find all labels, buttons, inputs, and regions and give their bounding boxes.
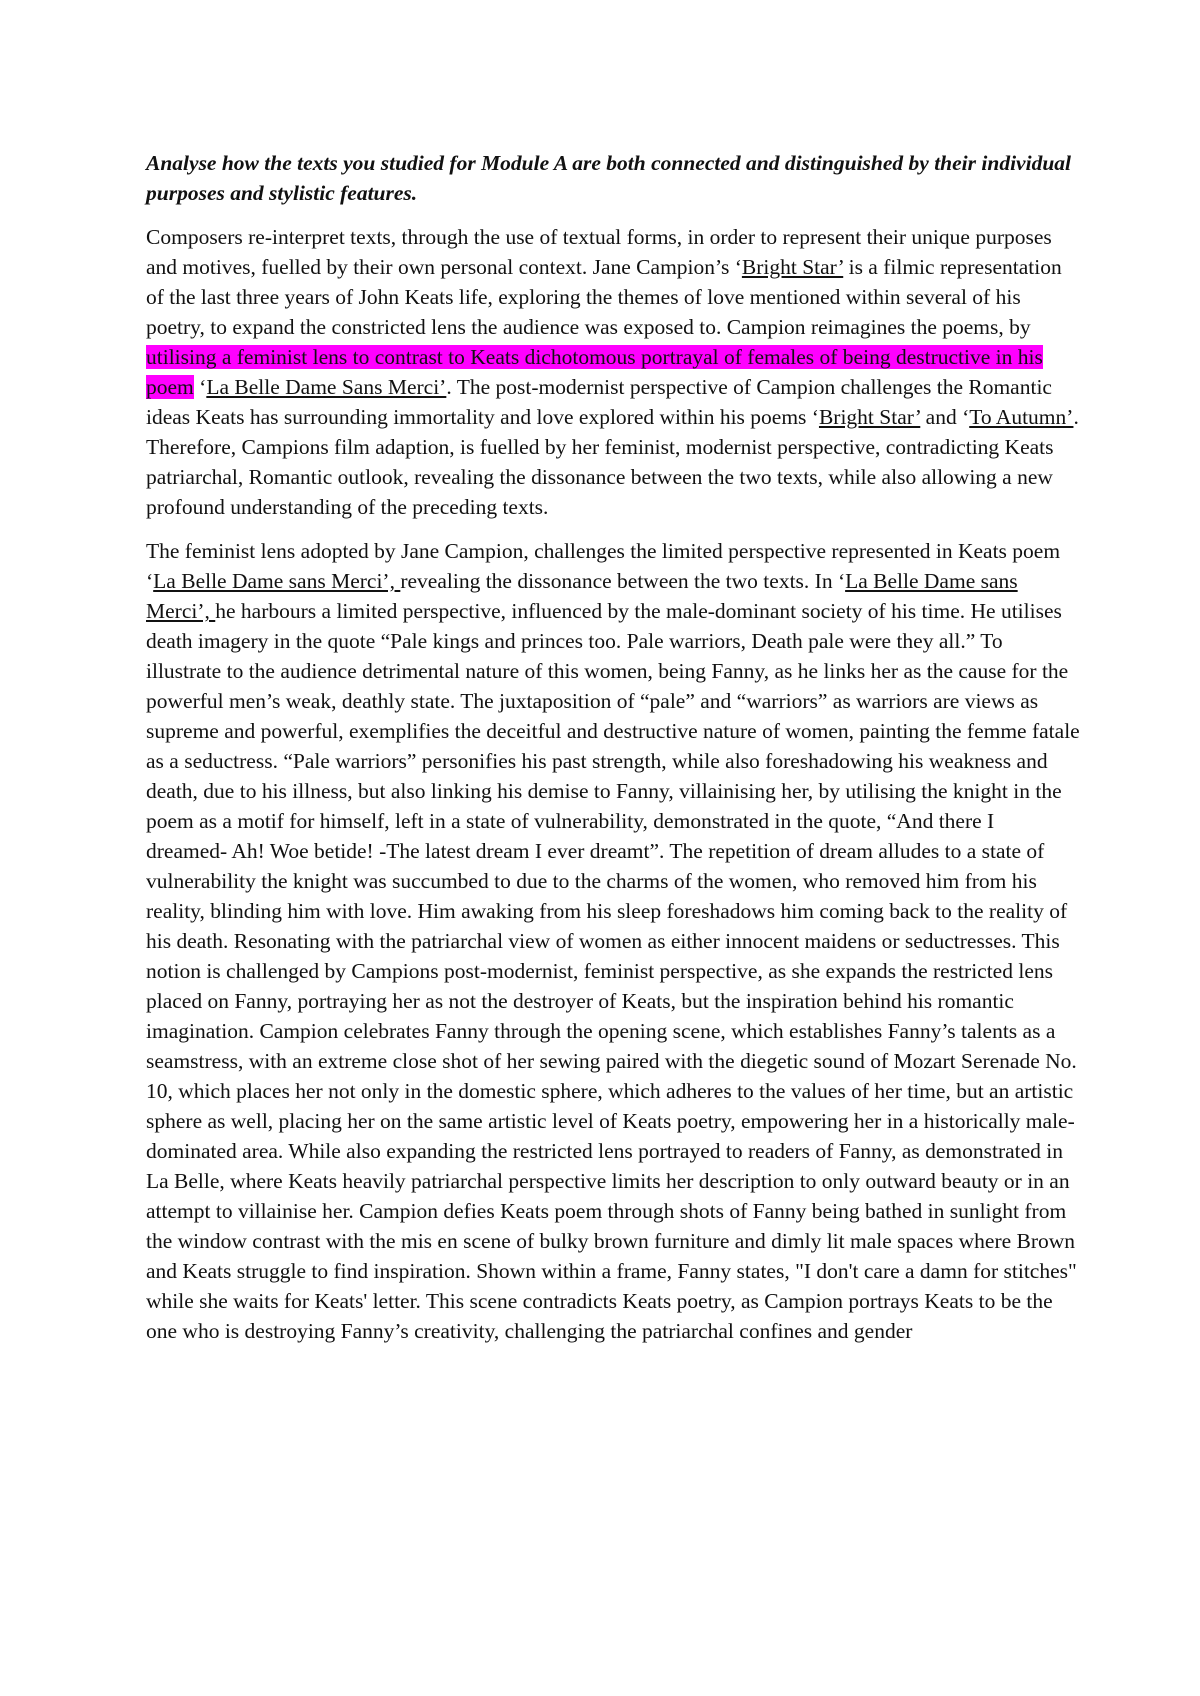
- text-run: . Therefore, Campions film adaption, is fuelled by her feminist, modernist perspective, contradicting Keats patriarchal, Romantic outlook, revealing the dissonance between the two texts, while also allowing a new profound understanding of the preceding texts.: [146, 405, 1079, 519]
- text-run: . The post-modernist perspective of Campion challenges the Romantic ideas Keats has surrounding immortality and love explored within his poems ‘: [146, 375, 1052, 429]
- text-run: Composers re-interpret texts, through the use of textual forms, in order to represent their unique purposes and motives, fuelled by their own personal context. Jane Campion’s ‘: [146, 225, 1052, 279]
- essay-question-heading: Analyse how the texts you studied for Module A are both connected and distinguished by their individual purposes and stylistic features.: [146, 151, 1071, 205]
- text-run: The feminist lens adopted by Jane Campion, challenges the limited perspective represented in Keats poem ‘: [146, 539, 1061, 593]
- highlighted-text: utilising a feminist lens to contrast to Keats dichotomous portrayal of females of being destructive in his poem: [146, 345, 1043, 399]
- underlined-title: To Autumn’: [969, 405, 1074, 429]
- text-run: he harbours a limited perspective, influenced by the male-dominant society of his time. He utilises death imagery in the quote “Pale kings and princes too. Pale warriors, Death pale were they all.” To illustrate to the audience detrimental nature of this women, being Fanny, as he links her as the cause for the powerful men’s weak, deathly state. The juxtaposition of “pale” and “warriors” as warriors are views as supreme and powerful, exemplifies the deceitful and destructive nature of women, painting the femme fatale as a seductress. “Pale warriors” personifies his past strength, while also foreshadowing his weakness and death, due to his illness, but also linking his demise to Fanny, villainising her, by utilising the knight in the poem as a motif for himself, left in a state of vulnerability, demonstrated in the quote, “And there I dreamed- Ah! Woe betide! -The latest dream I ever dreamt”. The repetition of dream alludes to a state of vulnerability the knight was succumbed to due to the charms of the women, who removed him from his reality, blinding him with love. Him awaking from his sleep foreshadows him coming back to the reality of his death. Resonating with the patriarchal view of women as either innocent maidens or seductresses. This notion is challenged by Campions post-modernist, feminist perspective, as she expands the restricted lens placed on Fanny, portraying her as not the destroyer of Keats, but the inspiration behind his romantic imagination. Campion celebrates Fanny through the opening scene, which establishes Fanny’s talents as a seamstress, with an extreme close shot of her sewing paired with the diegetic sound of Mozart Serenade No. 10, which places her not only in the domestic sphere, which adheres to the values of her time, but an artistic sphere as well, placing her on the same artistic level of Keats poetry, empowering her in a historically male-dominated area. While also expanding the restricted lens portrayed to readers of Fanny, as demonstrated in La Belle, where Keats heavily patriarchal perspective limits her description to only outward beauty or in an attempt to villainise her. Campion defies Keats poem through shots of Fanny being bathed in sunlight from the window contrast with the mis en scene of bulky brown furniture and dimly lit male spaces where Brown and Keats struggle to find inspiration. Shown within a frame, Fanny states, "I don't care a damn for stitches" while she waits for Keats' letter. This scene contradicts Keats poetry, as Campion portrays Keats to be the one who is destroying Fanny’s creativity, challenging the patriarchal confines and gender: [146, 599, 1080, 1343]
- underlined-title: Bright Star’: [741, 255, 844, 279]
- text-run: is a filmic representation of the last three years of John Keats life, exploring the themes of love mentioned within several of his poetry, to expand the constricted lens the audience was exposed to. Campion reimagines the poems, by: [146, 255, 1062, 339]
- text-run: revealing the dissonance between the two texts. In ‘: [400, 569, 846, 593]
- underlined-title: La Belle Dame sans Merci’,: [146, 569, 1018, 623]
- underlined-title: La Belle Dame sans Merci’,: [153, 569, 401, 593]
- paragraph-body: [146, 536, 1080, 1346]
- underlined-title: La Belle Dame Sans Merci’: [206, 375, 447, 399]
- text-run: ‘: [193, 375, 207, 399]
- underlined-title: Bright Star’: [818, 405, 921, 429]
- paragraph-introduction: [146, 222, 1080, 522]
- text-run: and ‘: [920, 405, 970, 429]
